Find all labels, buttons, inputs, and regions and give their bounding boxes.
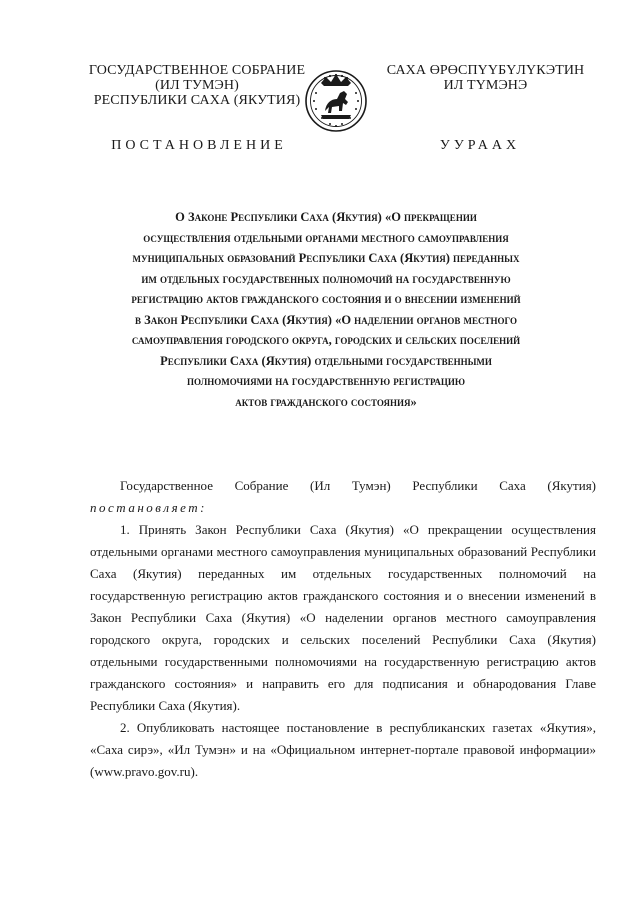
decision-item-2: 2. Опубликовать настоящее постановление в республиканских газетах «Якутия», «Саха сирэ», «Ил Тумэн» и на «Официальном интернет-портале правовой информации» (www.pravo.gov.ru). xyxy=(90,720,596,779)
title-line: Республики Саха (Якутия) отдельными государственными xyxy=(160,353,492,368)
issuer-line: (ИЛ ТУМЭН) xyxy=(155,78,239,93)
issuer-line: САХА ӨРӨСПҮҮБҮЛҮКЭТИН xyxy=(386,63,585,78)
decree-word: постановляет: xyxy=(90,500,207,515)
preamble-paragraph xyxy=(90,475,596,519)
document-type-russian: ПОСТАНОВЛЕНИЕ xyxy=(111,138,287,153)
title-line: актов гражданского состояния» xyxy=(235,394,417,409)
decision-item-1: 1. Принять Закон Республики Саха (Якутия) «О прекращении осуществления отдельными органами местного самоуправления муниципальных образований Республики Саха (Якутия) переданных им отдельных государственных полномочий на государственную регистрацию актов гражданского состояния и о внесении изменений в Закон Республики Саха (Якутия) «О наделении органов местного самоуправления городского округа, городских и сельских поселений Республики Саха (Якутия) отдельными государственными полномочиями на государственную регистрацию актов гражданского состояния» и направить его для подписания и обнародования Главе Республики Саха (Якутия). xyxy=(90,522,596,713)
title-line: регистрацию актов гражданского состояния и о внесении изменений xyxy=(131,292,521,306)
title-line: в Закон Республики Саха (Якутия) «О наделении органов местного xyxy=(135,312,517,327)
document-title xyxy=(100,207,552,412)
title-line: муниципальных образований Республики Саха (Якутия) переданных xyxy=(132,251,520,265)
issuer-line: РЕСПУБЛИКИ САХА (ЯКУТИЯ) xyxy=(93,93,301,108)
coat-of-arms-icon xyxy=(304,69,368,133)
issuer-name-russian xyxy=(82,63,312,108)
title-line: полномочиями на государственную регистрацию xyxy=(187,374,465,388)
title-line: самоуправления городского округа, городских и сельских поселений xyxy=(131,333,521,347)
preamble-text: Государственное Собрание (Ил Тумэн) Республики Саха (Якутия) xyxy=(120,478,596,493)
document-type-yakut: УУРААХ xyxy=(439,138,521,153)
title-line: осуществления отдельными органами местного самоуправления xyxy=(143,230,509,245)
document-body xyxy=(90,475,596,783)
issuer-line: ИЛ ТҮМЭНЭ xyxy=(443,78,528,93)
title-line: им отдельных государственных полномочий на государственную xyxy=(141,271,511,286)
issuer-line: ГОСУДАРСТВЕННОЕ СОБРАНИЕ xyxy=(88,63,306,78)
title-line: О Законе Республики Саха (Якутия) «О прекращении xyxy=(175,210,477,224)
issuer-name-yakut xyxy=(378,63,593,93)
